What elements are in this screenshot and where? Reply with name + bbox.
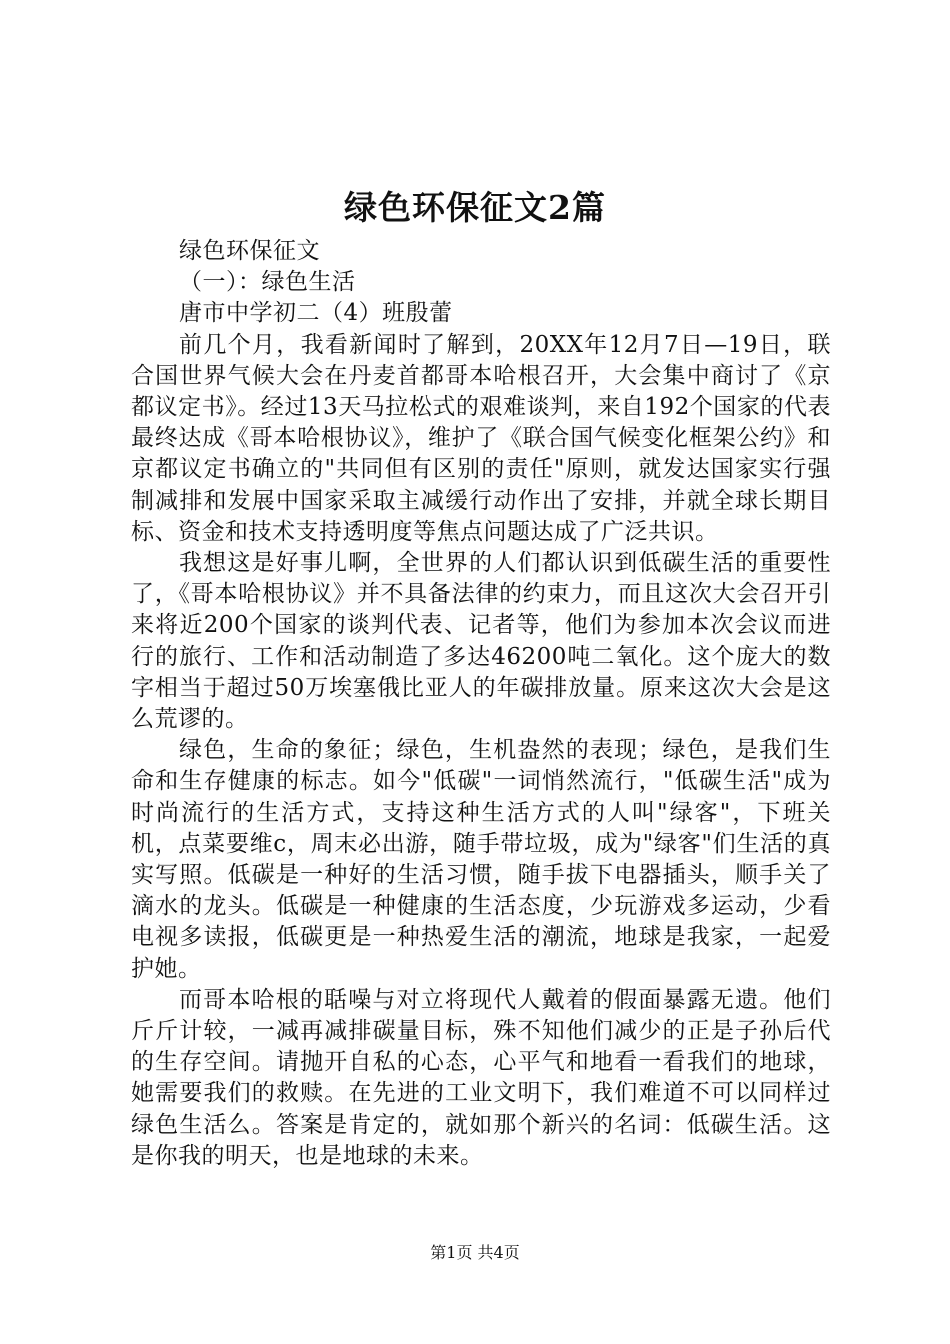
section-heading: （一）：绿色生活 [179, 269, 356, 296]
paragraph-4: 而哥本哈根的聒噪与对立将现代人戴着的假面暴露无遗。他们斤斤计较，一减再减排碳量目标，殊不知他们减少的正是子孙后代的生存空间。请抛开自私的心态，心平气和地看一看我们的地球，她需要我们的救赎。在先进的工业文明下，我们难道不可以同样过绿色生活么。答案是肯定的，就如那个新兴的名词：低碳生活。这是你我的明天，也是地球的未来。 [131, 986, 831, 1169]
page-title: 绿色环保征文2篇 [344, 188, 606, 227]
author-line: 唐市中学初二（4）班殷蕾 [179, 300, 453, 327]
page-indicator: 第1页 共4页 [430, 1243, 520, 1262]
paragraph-3: 绿色，生命的象征；绿色，生机盎然的表现；绿色，是我们生命和生存健康的标志。如今"低碳"一词悄然流行，"低碳生活"成为时尚流行的生活方式，支持这种生活方式的人叫"绿客"，下班关机，点菜要维c，周末必出游，随手带垃圾，成为"绿客"们生活的真实写照。低碳是一种好的生活习惯，随手拔下电器插头，顺手关了滴水的龙头。低碳是一种健康的生活态度，少玩游戏多运动，少看电视多读报，低碳更是一种热爱生活的潮流，地球是我家，一起爱护她。 [131, 737, 831, 982]
document-body [131, 236, 831, 1172]
paragraph-2: 我想这是好事儿啊，全世界的人们都认识到低碳生活的重要性了，《哥本哈根协议》并不具备法律的约束力，而且这次大会召开引来将近200个国家的谈判代表、记者等，他们为参加本次会议而进行的旅行、工作和活动制造了多达46200吨二氧化。这个庞大的数字相当于超过50万埃塞俄比亚人的年碳排放量。原来这次大会是这么荒谬的。 [131, 550, 831, 733]
essay-subtitle: 绿色环保征文 [179, 238, 320, 264]
page-footer [0, 1243, 950, 1263]
paragraph-1: 前几个月，我看新闻时了解到，20XX年12月7日—19日，联合国世界气候大会在丹麦首都哥本哈根召开，大会集中商讨了《京都议定书》。经过13天马拉松式的艰难谈判，来自192个国家的代表最终达成《哥本哈根协议》，维护了《联合国气候变化框架公约》和京都议定书确立的"共同但有区别的责任"原则，就发达国家实行强制减排和发展中国家采取主减缓行动作出了安排，并就全球长期目标、资金和技术支持透明度等焦点问题达成了广泛共识。 [131, 331, 831, 545]
